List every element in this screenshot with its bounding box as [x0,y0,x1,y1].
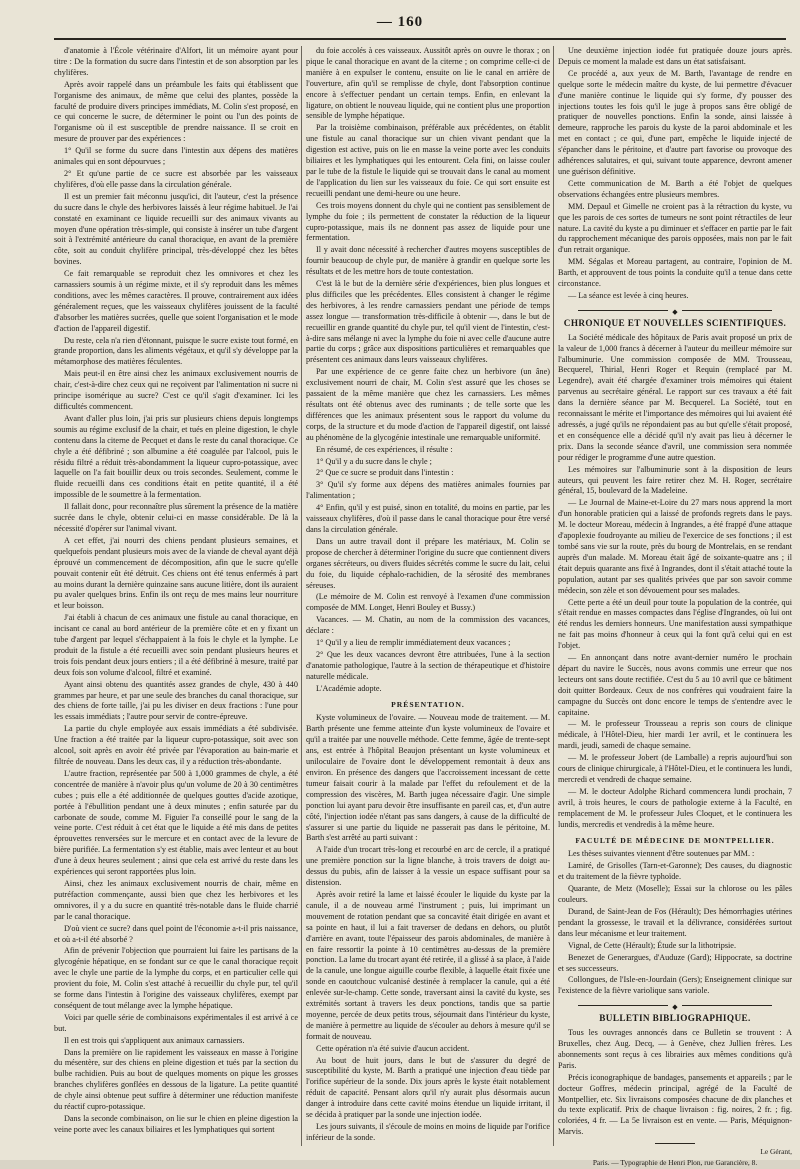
paragraph: Ainsi, chez les animaux exclusivement nourris de chair, même en putréfaction commençante, aussi bien que chez les herbivores et les omnivores, il y a du sucre en quantité très-notable dans le fluide charrié par le canal thoracique. [54,878,298,921]
paragraph: A cet effet, j'ai nourri des chiens pendant plusieurs semaines, et quelquefois pendant plusieurs mois avec de la viande de cheval ayant déjà éprouvé un commencement de décomposition, afin que le sucre qu'elle pouvait contenir eût été détruit. Ces chiens ont été tenus enfermés à part au moins durant la dernière quinzaine sans aucune litière, dont ils auraient pu avaler quelques brins. Enfin ils ont reçu de mes mains leur nourriture et leur boisson. [54,535,298,611]
paragraph: Durand, de Saint-Jean de Fos (Hérault); Des hémorrhagies utérines pendant la grossesse, le travail et la délivrance, considérées surtout dans leur mécanisme et leur traitement. [558,906,792,938]
paragraph: Voici par quelle série de combinaisons expérimentales il est arrivé à ce but. [54,1012,298,1033]
paragraph: 2° Que ce sucre se produit dans l'intestin : [316,468,454,478]
paragraph: Lamiré, de Grisolles (Tarn-et-Garonne); Des causes, du diagnostic et du traitement de la fièvre typhoïde. [558,861,792,882]
paragraph: du foie accolés à ces vaisseaux. Aussitôt après on ouvre le thorax ; on pique le canal thoracique en avant de la citerne ; on comprime celle-ci de manière à en expulser le contenu, ensuite on lie le canal en arrière de l'ouverture, afin qu'il se remplisse de chyle, dont l'absorption continue encore à s'effectuer pendant un certain temps. Enfin, en enlevant la ligature, on obtient le nouveau liquide, qui ne contient plus une proportion sensible de lymphe hépatique. [306,46,550,121]
paragraph: MM. Depaul et Gimelle ne croient pas à la rétraction du kyste, vu que les parois de ces sortes de tumeurs ne sont point rétractiles de leur nature. La cavité du kyste a pu diminuer et s'effacer en partie par le fait du rapprochement mécanique des parois opposées, mais non par le fait d'un retrait organique. [558,201,792,255]
paragraph: Les thèses suivantes viennent d'être soutenues par MM. : [568,849,755,859]
paragraph: Ce fait remarquable se reproduit chez les omnivores et chez les carnassiers soumis à un régime mixte, et il s'y reproduit dans les mêmes conditions, avec les mêmes caractères. Il prouve, contrairement aux idées généralement reçues, que les vaisseaux chylifères jouissent de la faculté d'absorber les matières sucrées, quelle que soient l'organisation et le mode d'action de l'appareil digestif. [54,269,298,333]
paragraph: 1° Qu'il y a lieu de remplir immédiatement deux vacances ; [316,638,511,648]
ornament-icon: ◆ [668,1003,681,1011]
paragraph: Précis iconographique de bandages, pansements et appareils ; par le docteur Goffres, médecin principal, agrégé de la Faculté de Montpellier, etc. Six livraisons composées chacune de dix planches et du texte explicatif. Prix de chaque livraison : fig. noires, 2 fr. ; fig. coloriées, 4 fr. — La 5e livraison est en vente. — Paris, Méquignon-Marvis. [558,1072,792,1137]
header-rule [54,38,786,40]
paragraph: Ces trois moyens donnent du chyle qui ne contient pas sensiblement de lymphe du foie ; ils permettent de constater la réduction de la liqueur cupro-potassique, mais ils ne donnent pas assez de liquide pour une fermentation. [306,200,550,243]
column-left [54,46,298,1150]
paragraph: Ce procédé a, aux yeux de M. Barth, l'avantage de rendre en quelque sorte le médecin maître du kyste, de lui permettre d'évacuer d'une manière continue le liquide qui s'y forme, d'y pousser des injections toutes les fois qu'il le juge à propos sans être obligé de pratiquer de nouvelles ponctions. Enfin la sonde, ainsi laissée à demeure, rapproche les parois du kyste de la paroi abdominale et les met en contact ; ce qui, d'une part, empêche le liquide injecté de s'épancher dans le péritoine, et d'autre part favorise ou provoque des adhérences salutaires, et qui, suivant toute apparence, devront amener une guérison définitive. [558,68,792,176]
paragraph: Collongues, de l'Isle-en-Jourdain (Gers); Enseignement clinique sur l'existence de la fièvre variolique sans variole. [558,975,792,996]
paragraph: 1° Qu'il se forme du sucre dans l'intestin aux dépens des matières animales qui en sont dépourvues ; [54,146,298,167]
paragraph: — Le Journal de Maine-et-Loire du 27 mars nous apprend la mort d'un honorable praticien qui a laissé de profonds regrets dans le pays. M. le docteur Moreau, médecin à Ingrandes, a été frappé d'une attaque d'apoplexie foudroyante au milieu de l'exercice de ses fonctions ; il est tombé sans vie sur la route, près du bourg de Montrelais, en se rendant auprès d'un malade. M. Moreau était âgé de soixante-quatre ans ; il était depuis quarante ans fixé à Ingrandes, dont il s'était attaché toute la population, autant par ses qualités privées que par son savoir comme médecin, son zèle et son dévouement pour ses malades. [558,498,792,595]
paragraph: Afin de prévenir l'objection que pourraient lui faire les partisans de la glycogénie hépatique, en se fondant sur ce que le canal thoracique reçoit avec le chyle une partie de la lymphe du corps, et en particulier celle qui provient du foie, M. Colin s'est attaché à recueillir du chyle pur, tel qu'il se forme dans l'intestin à l'origine des vaisseaux chylifères, exempt par conséquent de tout mélange avec la lymphe hépatique. [54,946,298,1010]
paragraph: L'autre fraction, représentée par 500 à 1,000 grammes de chyle, a été concentrée de manière à n'avoir plus qu'un volume de 20 à 30 centimètres cubes ; puis elle a été additionnée de quelques gouttes d'acide azotique, portée à l'ébullition pendant une à deux minutes ; enfin saturée par du carbonate de soude, comme M. Figuier l'a conseillé pour le sang de la veine porte. C'est réduit à cet état que le liquide a été mis dans de petites éprouvettes renversées sur le mercure et en contact avec de la levure de bière purifiée. La fermentation s'y est établie, mais avec lenteur et au bout d'une à deux heures seulement ; ainsi que cela est arrivé du reste dans les expériences qui seront rapportées plus loin. [54,768,298,877]
paragraph: Benezet de Generargues, d'Auduze (Gard); Hippocrate, sa doctrine et ses successeurs. [558,952,792,973]
paragraph: — M. le professeur Jobert (de Lamballe) a repris aujourd'hui son cours de clinique chirurgicale, à l'Hôtel-Dieu, et le continuera les lundi, mercredi et vendredi de chaque semaine. [558,753,792,784]
ornament-icon: ◆ [668,308,681,316]
paragraph: Il en est trois qui s'appliquent aux animaux carnassiers. [64,1035,245,1045]
paragraph: Il y avait donc nécessité à rechercher d'autres moyens susceptibles de fournir beaucoup de chyle pur, de manière à grandir en quelque sorte les résultats et de les mettre hors de toute contestation. [306,245,550,277]
paragraph: Cette communication de M. Barth a été l'objet de quelques observations échangées entre plusieurs membres. [558,178,792,199]
paragraph: (Le mémoire de M. Colin est renvoyé à l'examen d'une commission composée de MM. Longet, Henri Bouley et Bussy.) [306,592,550,613]
paragraph: La partie du chyle employée aux essais immédiats a été subdivisée. Une fraction a été traitée par la liqueur cupro-potassique, soit avec son alcool, soit après en avoir été privée par l'évaporation au bain-marie et filtrée de nouveau. Dans les deux cas, il y a réduction très-abondante. [54,724,298,766]
paragraph: Il fallait donc, pour reconnaître plus sûrement la présence de la matière sucrée dans le chyle, obtenir celui-ci en masse considérable. De là la nécessité d'opérer sur l'animal vivant. [54,502,298,533]
paragraph: — La séance est levée à cinq heures. [568,290,689,300]
paragraph: Tous les ouvrages annoncés dans ce Bulletin se trouvent : A Bruxelles, chez Aug. Decq, — à Genève, chez Jullien frères. Les abonnements sont reçus à ces librairies aux mêmes conditions qu'à Paris. [558,1028,792,1070]
paragraph: Cette perte a été un deuil pour toute la population de la contrée, qui s'était rendue en masses compactes dans l'église d'Ingrandes, où lui ont été rendus les derniers honneurs. Une manifestation aussi sympathique ne fait pas moins d'honneur à ceux qui la font qu'à celui qui en est l'objet. [558,597,792,651]
paragraph: Les mémoires sur l'albuminurie sont à la disposition de leurs auteurs, qui peuvent les faire retirer chez M. H. Roger, secrétaire général, 15, boulevard de la Madeleine. [558,464,792,496]
paragraph: Avant d'aller plus loin, j'ai pris sur plusieurs chiens depuis longtemps soumis au régime exclusif de la chair, et tués en pleine digestion, le chyle contenu dans la citerne de Pecquet et dans le reste du canal thoracique. Ce chyle a été défibriné ; son albumine a été coagulée par l'alcool, puis le résidu filtré a réduit très-abondamment la liqueur cupro-potassique, avec laquelle on l'a fait bouillir deux ou trois secondes. Seulement, comme le fluide recueilli dans ces conditions était en petite quantité, il a été impossible de le soumettre à la fermentation. [54,413,298,500]
paragraph: Dans la seconde combinaison, on lie sur le chien en pleine digestion la veine porte avec les canaux biliaires et les lymphatiques qui sortent [54,1114,298,1134]
paragraph: La Société médicale des hôpitaux de Paris avait proposé un prix de la valeur de 1,000 francs à décerner à l'auteur du meilleur mémoire sur l'albuminurie. Une commission composée de MM. Trousseau, Becquerel, Thirial, Henri Roger et Requin (remplacé par M. Legendre), avait été chargée d'examiner trois mémoires qui étaient parvenus au secrétaire général. Le rapport sur ces travaux a été fait dans la dernière séance par M. Becquerel. La Société, tout en reconnaissant le mérite et l'importance des mémoires qui lui avaient été adressés, a jugé qu'ils ne répondaient pas au but qu'elle s'était proposé, et en conséquence elle a décidé qu'il n'y avait pas lieu à décerner le prix. Dans la seconde séance d'avril, une commission sera nommée pour rédiger le programme d'une autre question. [558,332,792,462]
paragraph: Quarante, de Metz (Moselle); Essai sur la chlorose ou les pâles couleurs. [558,884,792,905]
paragraph: D'où vient ce sucre? dans quel point de l'économie a-t-il pris naissance, et où a-t-il été absorbé ? [54,923,298,944]
paragraph: Au bout de huit jours, dans le but de s'assurer du degré de susceptibilité du kyste, M. Barth a pratiqué une injection d'eau tiède par l'orifice supérieur de la sonde. Dix jours après le kyste était notablement réduit de capacité. Pensant alors qu'il n'y aurait plus désormais aucun danger à introduire dans cette cavité moins étendue un liquide irritant, il se décida à pratiquer par la sonde une injection iodée. [306,1055,550,1120]
ornamental-rule [558,1002,792,1012]
paragraph: — M. le professeur Trousseau a repris son cours de clinique médicale, à l'Hôtel-Dieu, hier mardi 1er avril, et le continuera les mardi, jeudi, samedi de chaque semaine. [558,719,792,751]
gerant-line: Le Gérant, [760,1147,792,1157]
paragraph: Vignal, de Cette (Hérault); Étude sur la lithotripsie. [568,940,736,950]
column-middle [306,46,550,1150]
section-heading-presentation: PRÉSENTATION. [391,699,465,709]
paragraph: Vacances. — M. Chatin, au nom de la commission des vacances, déclare : [306,615,550,636]
paragraph: Mais peut-il en être ainsi chez les animaux exclusivement nourris de chair, c'est-à-dire chez ceux qui ne reçoivent par l'alimentation ni sucre ni principe isomérique au sucre? C'est ce qu'il s'agit d'examiner. Ici les difficultés commencent. [54,369,298,411]
paragraph: C'est là le but de la dernière série d'expériences, bien plus longues et plus difficiles que les précédentes. Elles consistent à changer le régime des herbivores, à les rendre carnassiers pendant une période de temps assez longue — transformation très-difficile à obtenir —, dans le but de recueillir en grande quantité du chyle pur, tel qu'il vient de l'intestin, c'est-à-dire sans mélange ni avec la lymphe du foie ni avec celle d'aucune autre partie du corps ; grâce aux dispositions particulières et remarquables que présentent ces animaux dans leurs vaisseaux chylifères. [306,279,550,365]
page-header [0,14,800,47]
paragraph: En résumé, de ces expériences, il résulte : [316,444,453,454]
page-number: — 160 — [376,14,424,47]
section-heading-faculte: FACULTÉ DE MÉDECINE DE MONTPELLIER. [575,835,775,845]
column-right [558,46,792,1168]
paragraph: Après avoir retiré la lame et laissé écouler le liquide du kyste par la canule, il a de nouveau armé l'instrument ; puis, lui imprimant un mouvement de rotation pendant que sa concavité était dirigée en avant et sa pointe en haut, il lui a fait traverser de dedans en dehors, ou plutôt d'arrière en avant, toute l'épaisseur des parois abdominales, de manière à en faire ressortir la pointe à 10 centimètres au-dessus de la première ponction. La lame du trocart ayant été retirée, il a glissé à sa place, à l'aide de la canule, une longue aiguille courbe flexible, à laquelle était fixée une sonde en caoutchouc vulcanisé destinée à remplacer la canule, qui a été enlevée sur-le-champ. Cette sonde, traversant ainsi la cavité du kyste, ses extrémités sortant à travers les deux ponctions, tandis que sa partie moyenne, percée de deux petits trous, séjournait dans l'intérieur du kyste, de manière à permettre au liquide de s'écouler au dehors à mesure qu'il se formait de nouveau. [306,889,550,1041]
column-divider [301,46,302,1146]
paragraph: Après avoir rappelé dans un préambule les faits qui établissent que l'organisme des animaux, de même que celui des plantes, possède la faculté de produire divers principes immédiats, M. Colin s'est proposé, en ce qui concerne le sucre, de déterminer le point ou l'un des points de l'organisme où il est susceptible de prendre naissance. Il se croit en mesure de prouver par des expériences : [54,79,298,144]
paragraph: Il est un premier fait méconnu jusqu'ici, dit l'auteur, c'est la présence du sucre dans le chyle des herbivores laissés à leur régime habituel. Je l'ai constaté en examinant ce liquide recueilli sur des animaux vivants au moyen d'une opération très-simple, qui consiste à insérer un tube d'argent soit à l'extrémité antérieure du canal thoracique, en avant de la première côte, soit au conduit chylifère principal, très-développé chez les bêtes bovines. [54,191,298,267]
column-divider [553,46,554,1146]
paragraph: Kyste volumineux de l'ovaire. — Nouveau mode de traitement. — M. Barth présente une femme atteinte d'un kyste volumineux de l'ovaire et qu'il a traitée par une nouvelle méthode. Cette femme, âgée de trente-sept ans, est entrée à l'hôpital Beaujon présentant un kyste volumineux et uniloculaire de l'ovaire dont le développement remontait à deux ans environ. En présence des dangers que l'accroissement incessant de cette tumeur faisait courir à la malade par l'effet du refoulement et de la compression des viscères, M. Barth jugea nécessaire d'agir. Une simple ponction lui ayant paru devoir être insuffisante en pareil cas, et, d'un autre côté, l'injection iodée n'étant pas sans dangers, à cause de la difficulté de s'assurer si une partie du liquide ne passerait pas dans le péritoine, M. Barth s'est arrêté au parti suivant : [306,713,550,843]
paragraph: Les jours suivants, il s'écoule de moins en moins de liquide par l'orifice inférieur de la sonde. [306,1122,550,1142]
paragraph: MM. Ségalas et Moreau partagent, au contraire, l'opinion de M. Barth, et approuvent de tous points la conduite qu'il a tenue dans cette circonstance. [558,257,792,289]
paragraph: J'ai établi à chacun de ces animaux une fistule au canal thoracique, en incisant ce canal au bord antérieur de la première côte et en y fixant un tube d'argent par lequel s'échappaient à la fois le chyle et la lymphe. Le produit de la fistule a été recueilli avec soin pendant plusieurs heures et trois fois pendant deux jours entiers ; il a été défibriné à mesure, traité par deux fois son volume d'alcool, filtré et examiné. [54,613,298,677]
paragraph: d'anatomie à l'École vétérinaire d'Alfort, lit un mémoire ayant pour titre : De la formation du sucre dans l'intestin et de son absorption par les chylifères. [54,46,298,77]
paragraph: L'Académie adopte. [316,683,382,693]
paragraph: 2° Et qu'une partie de ce sucre est absorbée par les vaisseaux chylifères, d'où elle passe dans la circulation générale. [54,168,298,189]
paragraph: — M. le docteur Adolphe Richard commencera lundi prochain, 7 avril, à trois heures, le cours de pathologie externe à la Faculté, en remplacement de M. le professeur Jules Cloquet, et le continuera les lundis, mercredis et vendredis à la même heure. [558,786,792,829]
paragraph: Par une expérience de ce genre faite chez un herbivore (un âne) exclusivement nourri de chair, M. Colin s'est assuré que les choses se passaient de la même manière que chez les carnassiers. Les mêmes résultats ont été obtenus avec des ruminants ; de telle sorte que les différences que les animaux présentent sous le rapport du volume du corps, de la structure et du mode d'action de l'appareil digestif, ont laissé au phénomène de la glycogénie intestinale une remarquable uniformité. [306,367,550,442]
paragraph: Dans la première on lie rapidement les vaisseaux en masse à l'origine du mésentère, sur des chiens en pleine digestion et tués par la section du bulbe rachidien. Puis au bout de quelques moments on pique les grosses branches chylifères gonflées en dessous de la ligature. La petite quantité de chyle ainsi obtenue peut suffire à déterminer une réduction manifeste du réactif cupro-potassique. [54,1047,298,1112]
paragraph: A l'aide d'un trocart très-long et recourbé en arc de cercle, il a pratiqué une première ponction sur la ligne blanche, à trois travers de doigt au-dessus du pubis, afin de laisser à la vessie un espace suffisant pour sa distension. [306,845,550,888]
paragraph: Une deuxième injection iodée fut pratiquée douze jours après. Depuis ce moment la malade est dans un état satisfaisant. [558,46,792,66]
paragraph: 3° Qu'il s'y forme aux dépens des matières animales fournies par l'alimentation ; [306,480,550,501]
paragraph: Dans un autre travail dont il prépare les matériaux, M. Colin se propose de chercher à déterminer l'origine du sucre que contiennent divers organes sécréteurs, ou divers fluides sécrétés comme le sucre du lait, celui du foie, du liquide céphalo-rachidien, de la sérosité des membranes séreuses. [306,536,550,590]
paragraph: — En annonçant dans notre avant-dernier numéro le prochain départ du navire le Succès, nous avons commis une erreur que nos lecteurs ont sans doute rectifiée. C'est du 5 au 10 avril que ce bâtiment doit quitter Bordeaux. Ceux de nos confrères qui voudraient faire la campagne du Succès ont donc encore le temps de s'entendre avec le capitaine. [558,653,792,717]
section-heading-chronique: CHRONIQUE ET NOUVELLES SCIENTIFIQUES. [563,317,787,328]
paragraph: Par la troisième combinaison, préférable aux précédentes, on établit une fistule au canal thoracique sur un chien vivant pendant que la digestion est active, puis on lie en masse la veine porte avec les conduits biliaires et les lymphatiques qui les entourent. Cela fini, on laisse couler par le tube de la fistule le liquide qui se trouvait dans le canal au moment de l'application du lien sur les vaisseaux du foie. Ce qui sort ensuite est recueilli pendant une demi-heure ou une heure. [306,123,550,198]
paragraph: 1° Qu'il y a du sucre dans le chyle ; [316,456,432,466]
ornamental-rule [558,307,792,316]
divider [655,1143,695,1144]
section-heading-bulletin: BULLETIN BIBLIOGRAPHIQUE. [599,1013,751,1024]
printer-line: Paris. — Typographie de Henri Plon, rue Garancière, 8. [592,1158,758,1168]
paragraph: 4° Enfin, qu'il y est puisé, sinon en totalité, du moins en partie, par les vaisseaux chylifères, d'où il passe dans le canal thoracique pour être versé dans la circulation générale. [306,503,550,534]
paragraph: Ayant ainsi obtenu des quantités assez grandes de chyle, 430 à 440 grammes par heure, et par une seule des branches du canal thoracique, sur des chiens de forte taille, j'ai pu les diviser en deux fractions : l'une pour les essais immédiats ; l'autre pour servir de contre-épreuve. [54,679,298,722]
paragraph: 2° Que les deux vacances devront être attribuées, l'une à la section d'anatomie pathologique, l'autre à la section de thérapeutique et d'histoire naturelle médicale. [306,649,550,681]
paragraph: Cette opération n'a été suivie d'aucun accident. [316,1043,470,1053]
paragraph: Du reste, cela n'a rien d'étonnant, puisque le sucre existe tout formé, en grande proportion, dans les aliments végétaux, et qu'il s'y développe par la métamorphose des matières féculentes. [54,335,298,367]
